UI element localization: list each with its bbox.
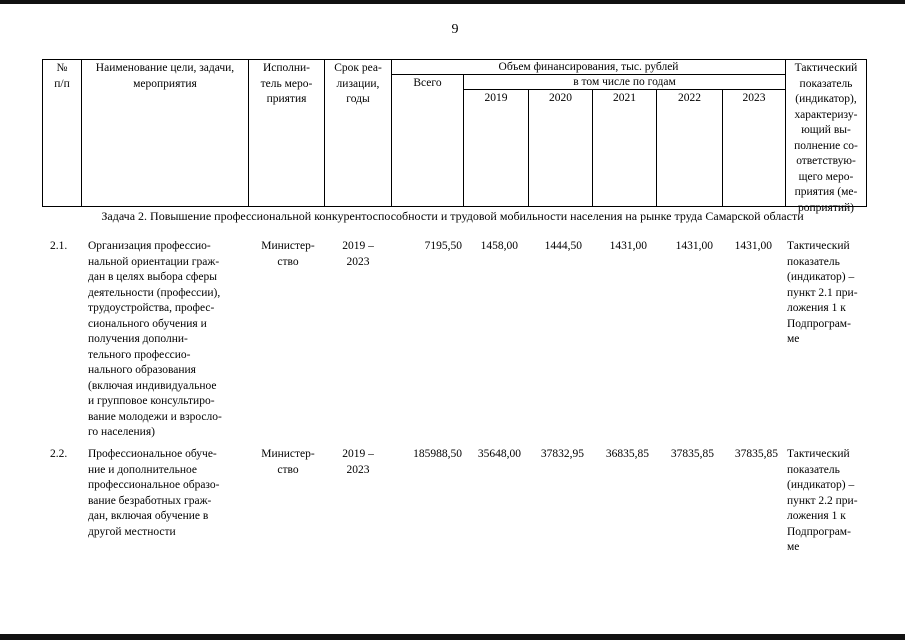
row-2-2-2019: 35648,00 <box>477 448 521 460</box>
row-2-2-name: Профессиональное обуче- ние и дополнительное профессиональное образо- вание безработных граж- дан, включая обучение в другой местности <box>88 448 220 538</box>
col-border-2021 <box>656 89 657 207</box>
header-num: № п/п <box>54 62 70 90</box>
row-2-1-term: 2019 – 2023 <box>342 240 374 268</box>
header-bottom-border <box>42 206 866 207</box>
row-2-1-name: Организация профессио- нальной ориентации граж- дан в целях выбора сферы деятельности (профессии), трудоустройства, профес- сионального обучения и получения дополни- тельного профессио- нального образования (включая индивидуальное и групповое консультиро- вание молодежи и взросло- го населения) <box>88 240 222 438</box>
row-2-2-num: 2.2. <box>50 448 68 460</box>
row-2-1-total: 7195,50 <box>424 240 462 252</box>
header-by-years: в том числе по годам <box>573 76 676 88</box>
header-year-2021: 2021 <box>613 92 636 104</box>
row-2-2-2022: 37835,85 <box>670 448 714 460</box>
header-funding: Объем финансирования, тыс. рублей <box>498 61 679 73</box>
header-year-2020: 2020 <box>549 92 572 104</box>
row-2-1-indicator: Тактический показатель (индикатор) – пункт 2.1 при- ложения 1 к Подпрограм- ме <box>787 240 858 345</box>
row-2-2-indicator: Тактический показатель (индикатор) – пункт 2.2 при- ложения 1 к Подпрограм- ме <box>787 448 858 553</box>
header-executor: Исполни- тель меро- приятия <box>260 62 313 105</box>
row-2-1-executor: Министер- ство <box>261 240 315 268</box>
header-name: Наименование цели, задачи, мероприятия <box>95 62 235 90</box>
col-border-2020 <box>592 89 593 207</box>
row-2-2-total: 185988,50 <box>413 448 462 460</box>
task-heading: Задача 2. Повышение профессиональной конкурентоспособности и трудовой мобильности населения на рынке труда Самарской области <box>101 209 804 223</box>
scan-top-edge <box>0 0 905 4</box>
header-year-2022: 2022 <box>678 92 701 104</box>
row-2-1-2023: 1431,00 <box>734 240 772 252</box>
row-2-2-2020: 37832,95 <box>540 448 584 460</box>
row-2-2-executor: Министер- ство <box>261 448 315 476</box>
header-year-2019: 2019 <box>484 92 508 104</box>
row-2-1-num: 2.1. <box>50 240 68 252</box>
col-border-2019 <box>528 89 529 207</box>
header-term: Срок реа- лизации, годы <box>334 62 382 105</box>
header-indicator: Тактический показатель (индикатор), характеризу- ющий вы- полнение со- ответствую- щего меро- приятия (ме- роприятий) <box>794 62 858 214</box>
row-2-2-2023: 37835,85 <box>734 448 778 460</box>
header-year-2023: 2023 <box>742 92 766 104</box>
row-2-1-2019: 1458,00 <box>480 240 518 252</box>
page-number: 9 <box>451 22 459 37</box>
col-border-2022 <box>722 89 723 207</box>
col-border-right <box>866 59 867 207</box>
row-2-1-2021: 1431,00 <box>609 240 647 252</box>
row-2-1-2022: 1431,00 <box>675 240 713 252</box>
row-2-2-2021: 36835,85 <box>605 448 649 460</box>
scan-bottom-edge <box>0 634 905 640</box>
row-2-1-2020: 1444,50 <box>544 240 582 252</box>
header-total: Всего <box>413 77 442 89</box>
row-2-2-term: 2019 – 2023 <box>342 448 374 476</box>
